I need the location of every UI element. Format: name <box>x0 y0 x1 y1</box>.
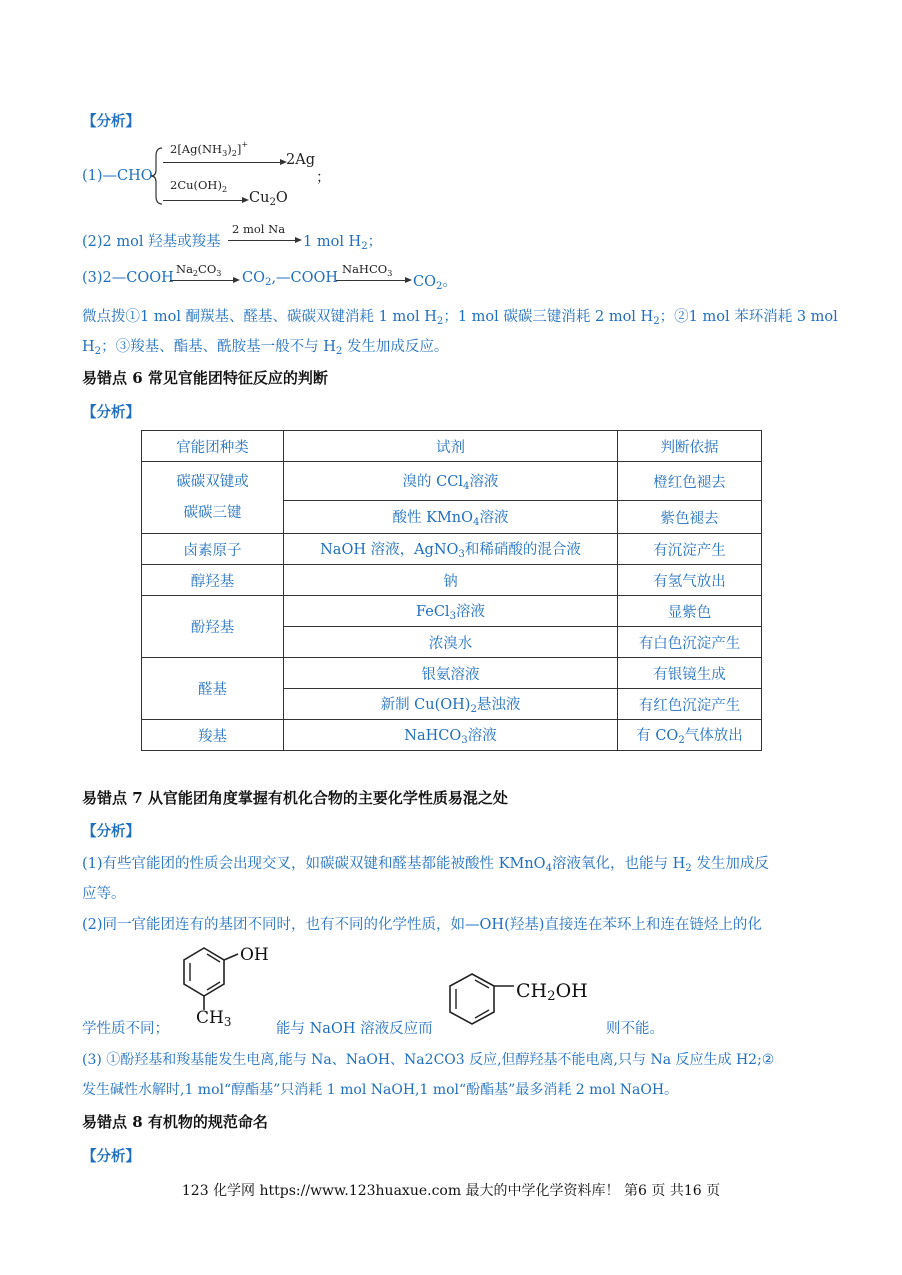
table-cell: 浓溴水 <box>284 627 618 658</box>
cresol-structure-icon <box>176 940 291 1032</box>
table-row <box>142 431 762 462</box>
line3-reagent2: NaHCO$_3$ <box>342 262 393 278</box>
line3-product1: $CO_2,—COOH$ <box>242 270 339 288</box>
p7-2-line1: (2)同一官能团连有的基团不同时，也有不同的化学性质，如—OH(羟基)直接连在苯环上和连在链烃上的化 <box>82 917 762 933</box>
table-cell: NaHCO$_3$溶液 <box>284 720 618 751</box>
p7-2-d: 则不能。 <box>606 1021 664 1037</box>
table-cell: 酸性 KMnO$_4$溶液 <box>284 501 618 534</box>
table-cell: 有沉淀产生 <box>618 534 762 565</box>
table-cell: 卤素原子 <box>142 534 284 565</box>
brace-icon <box>150 146 164 206</box>
table-cell: 钠 <box>284 565 618 596</box>
p7-2-c: 能与 NaOH 溶液反应而 <box>276 1021 433 1037</box>
arrow-head-icon <box>405 277 412 283</box>
heading-7: 易错点 7 从官能团角度掌握有机化合物的主要化学性质易混之处 <box>82 789 508 807</box>
table-row <box>142 462 762 501</box>
table-row <box>142 565 762 596</box>
page-footer: 123 化学网 https://www.123huaxue.com 最大的中学化学资料库！ 第6 页 共16 页 <box>181 1183 721 1199</box>
table-row <box>142 534 762 565</box>
cho-top-reagent: $2[Ag(NH_3)_2]^+$ <box>170 140 249 158</box>
cho-bottom-reagent: $2Cu(OH)_2$ <box>170 178 228 194</box>
table-cell: NaOH 溶液，AgNO$_3$和稀硝酸的混合液 <box>284 534 618 565</box>
p7-2-b: 学性质不同； <box>82 1021 169 1037</box>
ch3-label: $CH_3$ <box>196 1008 232 1029</box>
cho-tail: ； <box>316 170 331 186</box>
cho-prefix: (1)—CHO <box>82 168 153 184</box>
table-cell: 显紫色 <box>618 596 762 627</box>
table-header: 官能团种类 <box>142 431 284 462</box>
line2-product: 1 mol $H_2$； <box>303 234 383 252</box>
line3-prefix: (3)2—COOH <box>82 270 174 286</box>
p7-3-line1: (3) ①酚羟基和羧基能发生电离,能与 Na、NaOH、Na2CO3 反应,但醇羟基不能电离,只与 Na 反应生成 H2;② <box>82 1052 775 1068</box>
line3-product2: $CO_2$。 <box>413 274 457 292</box>
table-cell: 醇羟基 <box>142 565 284 596</box>
table-cell: 有红色沉淀产生 <box>618 689 762 720</box>
table-cell: 橙红色褪去 <box>618 462 762 501</box>
analysis-tag: 【分析】 <box>82 1148 140 1165</box>
table-header: 试剂 <box>284 431 618 462</box>
arrow-line <box>163 162 281 163</box>
table-row <box>142 658 762 689</box>
ch2oh-label: $CH_2OH$ <box>516 980 588 1004</box>
p7-3-line2: 发生碱性水解时,1 mol“醇酯基”只消耗 1 mol NaOH,1 mol“酚酯基”最多消耗 2 mol NaOH。 <box>82 1082 679 1098</box>
benzyl-structure-icon <box>446 970 516 1034</box>
table-row <box>142 596 762 627</box>
cho-top-product: 2Ag <box>286 152 315 168</box>
arrow-line <box>336 280 406 281</box>
table-row <box>142 720 762 751</box>
table-cell: 有 $CO_2$气体放出 <box>618 720 762 751</box>
analysis-tag: 【分析】 <box>82 113 140 130</box>
tip-line2: $H_2$；③羧基、酯基、酰胺基一般不与 $H_2$ 发生加成反应。 <box>82 339 449 357</box>
table-cell: 有白色沉淀产生 <box>618 627 762 658</box>
table-header: 判断依据 <box>618 431 762 462</box>
table-cell: 醛基 <box>142 658 284 720</box>
cho-bottom-product: $Cu_2O$ <box>249 190 288 208</box>
oh-label: OH <box>240 945 269 965</box>
arrow-head-icon <box>242 197 249 203</box>
analysis-tag: 【分析】 <box>82 823 140 840</box>
table-cell: 紫色褪去 <box>618 501 762 534</box>
table-cell: 有银镜生成 <box>618 658 762 689</box>
tip-line1: 微点拨①1 mol 酮羰基、醛基、碳碳双键消耗 1 mol $H_2$；1 mol 碳碳三键消耗 2 mol $H_2$；②1 mol 苯环消耗 3 mol <box>82 309 838 327</box>
arrow-line <box>228 240 296 241</box>
p7-1-line2: 应等。 <box>82 886 126 902</box>
heading-8: 易错点 8 有机物的规范命名 <box>82 1113 268 1131</box>
table-cell: 有氢气放出 <box>618 565 762 596</box>
arrow-line <box>170 280 234 281</box>
arrow-head-icon <box>233 277 240 283</box>
table-cell: 溴的 CCl$_4$溶液 <box>284 462 618 501</box>
p7-1-line1: (1)有些官能团的性质会出现交叉，如碳碳双键和醛基都能被酸性 KMnO$_4$溶液氧化，也能与 $H_2$ 发生加成反 <box>82 856 769 874</box>
table-cell: 羧基 <box>142 720 284 751</box>
heading-6: 易错点 6 常见官能团特征反应的判断 <box>82 369 328 387</box>
table-cell: 碳碳双键或 碳碳三键 <box>142 462 284 534</box>
arrow-head-icon <box>295 237 302 243</box>
line2-prefix: (2)2 mol 羟基或羧基 <box>82 234 221 250</box>
line3-reagent1: $Na_2CO_3$ <box>176 262 222 278</box>
table-cell: FeCl$_3$溶液 <box>284 596 618 627</box>
table-cell: 银氨溶液 <box>284 658 618 689</box>
arrow-line <box>163 200 243 201</box>
functional-group-table <box>141 430 762 751</box>
line2-reagent: 2 mol Na <box>232 222 286 236</box>
table-cell: 酚羟基 <box>142 596 284 658</box>
analysis-tag: 【分析】 <box>82 404 140 421</box>
table-cell: 新制 $Cu(OH)_2$悬浊液 <box>284 689 618 720</box>
